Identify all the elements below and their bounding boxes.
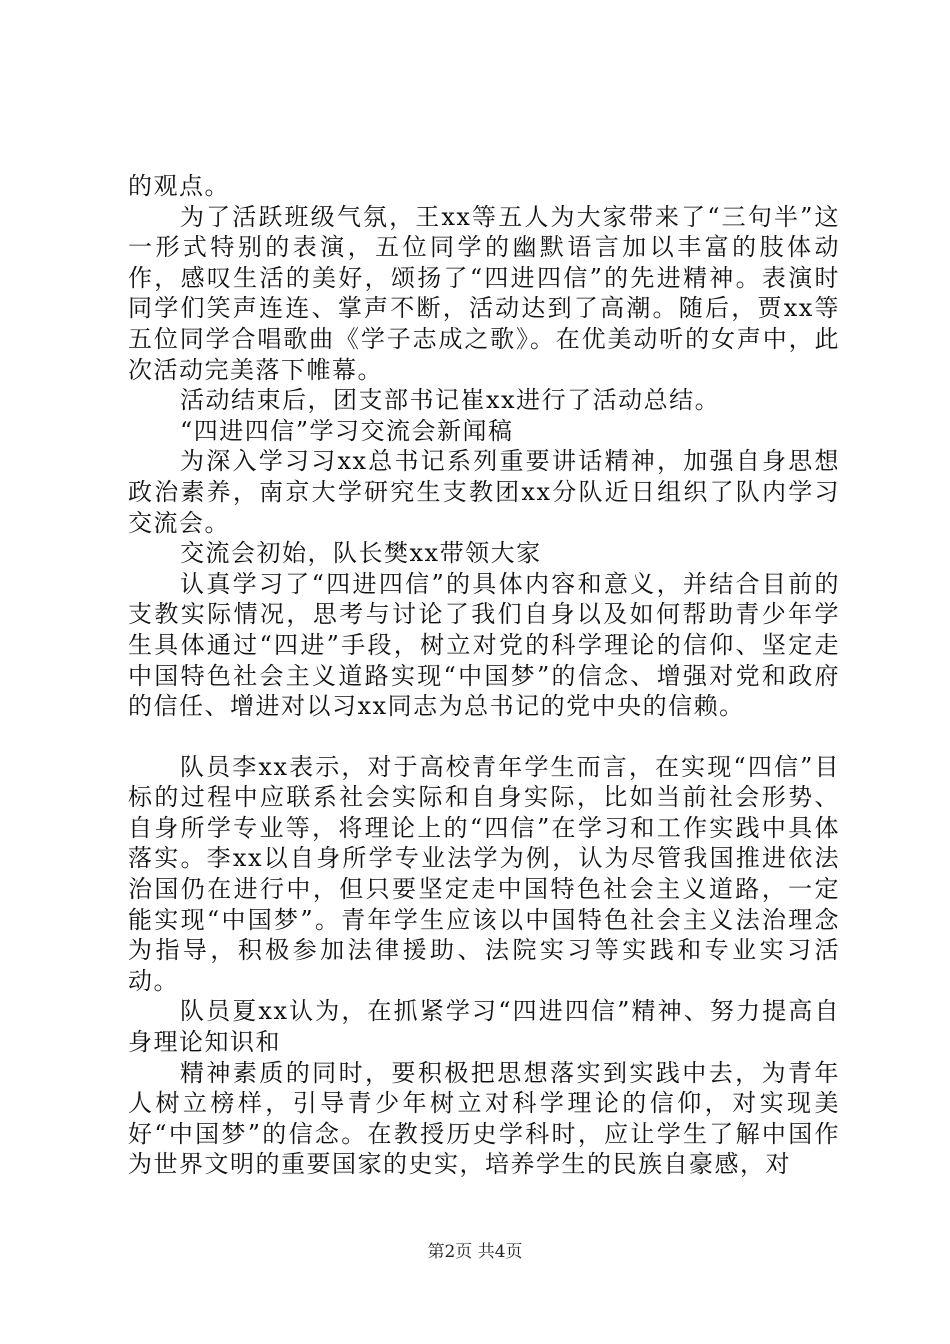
page-number-footer: 第2页 共4页 bbox=[427, 1242, 523, 1262]
paragraph-member-li: 队员李xx表示，对于高校青年学生而言，在实现“四信”目标的过程中应联系社会实际和自身实际，比如当前社会形势、自身所学专业等，将理论上的“四信”在学习和工作实践中具体落实。李xx以自身所学专业法学为例，认为尽管我国推进依法治国仍在进行中，但只要坚定走中国特色社会主义道路，一定能实现“中国梦”。青年学生应该以中国特色社会主义法治理念为指导，积极参加法律援助、法院实习等实践和专业实习活动。 bbox=[128, 752, 840, 995]
paragraph-summary: 活动结束后，团支部书记崔xx进行了活动总结。 bbox=[180, 386, 721, 415]
paragraph-practice: 精神素质的同时，要积极把思想落实到实践中去，为青年人树立榜样，引导青少年树立对科学理论的信仰，对实现美好“中国梦”的信念。在教授历史学科时，应让学生了解中国作为世界文明的重要国家的史实，培养学生的民族自豪感，对 bbox=[128, 1058, 840, 1179]
paragraph-intro: 为深入学习习xx总书记系列重要讲话精神，加强自身思想政治素养，南京大学研究生支教团xx分队近日组织了队内学习交流会。 bbox=[128, 447, 840, 537]
paragraph-performance: 为了活跃班级气氛，王xx等五人为大家带来了“三句半”这一形式特别的表演，五位同学的幽默语言加以丰富的肢体动作，感叹生活的美好，颂扬了“四进四信”的先进精神。表演时同学们笑声连连、掌声不断，活动达到了高潮。随后，贾xx等五位同学合唱歌曲《学子志成之歌》。在优美动听的女声中，此次活动完美落下帷幕。 bbox=[128, 202, 840, 384]
paragraph-opening: 交流会初始，队长樊xx带领大家 bbox=[180, 539, 542, 568]
paragraph-continuation: 的观点。 bbox=[128, 172, 230, 200]
paragraph-member-xia: 队员夏xx认为，在抓紧学习“四进四信”精神、努力提高自身理论知识和 bbox=[128, 997, 840, 1057]
paragraph-study: 认真学习了“四进四信”的具体内容和意义，并结合目前的支教实际情况，思考与讨论了我们自身以及如何帮助青少年学生具体通过“四进”手段，树立对党的科学理论的信仰、坚定走中国特色社会主义道路实现“中国梦”的信念、增强对党和政府的信任、增进对以习xx同志为总书记的党中央的信赖。 bbox=[128, 569, 840, 721]
news-heading: “四进四信”学习交流会新闻稿 bbox=[180, 416, 514, 445]
document-body bbox=[128, 171, 840, 1180]
